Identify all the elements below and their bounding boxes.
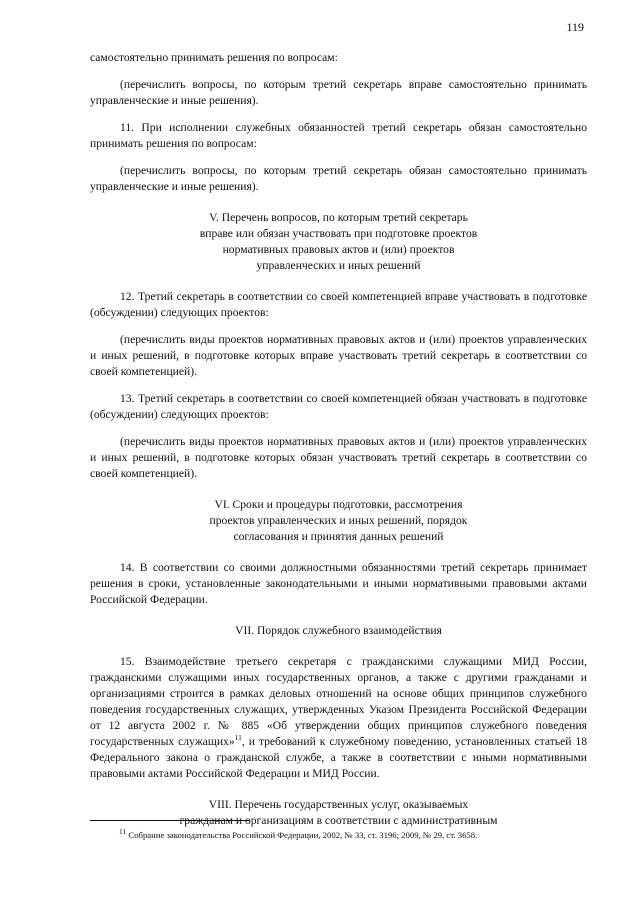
document-body	[90, 50, 587, 844]
paragraph-15-text-continued: , и требований к служебному поведению, установленных статьей 18 Федерального закона о гражданской службе, а также в соответствии с иными нормативными правовыми актами Российской Федерации и МИД России.	[90, 735, 587, 780]
paragraph-placeholder: (перечислить виды проектов нормативных правовых актов и (или) проектов управленческих и иных решений, в подготовке которых вправе участвовать третий секретарь в соответствии со своей компетенцией).	[90, 333, 587, 378]
heading-line: V. Перечень вопросов, по которым третий секретарь	[209, 211, 468, 224]
paragraph-placeholder: (перечислить вопросы, по которым третий секретарь вправе самостоятельно принимать управленческие и иные решения).	[90, 78, 587, 107]
paragraph-11: 11. При исполнении служебных обязанностей третий секретарь обязан самостоятельно принимать решения по вопросам:	[90, 121, 587, 150]
paragraph-15-text: 15. Взаимодействие третьего секретаря с гражданскими служащими МИД России, гражданскими служащими иных государственных органов, а также с другими гражданами и организациями строится в рамках деловых отношений на основе общих принципов служебного поведения государственных служащих, утвержденных Указом Президента Российской Федерации от 12 августа 2002 г. № 885 «Об утверждении общих принципов служебного поведения государственных служащих»	[90, 655, 587, 748]
paragraph-15	[90, 654, 587, 782]
section-heading-vii	[90, 623, 587, 639]
heading-line: VIII. Перечень государственных услуг, оказываемых	[208, 798, 469, 811]
footnote-divider	[90, 820, 250, 821]
heading-line: VI. Сроки и процедуры подготовки, рассмотрения	[214, 498, 463, 511]
section-heading-viii	[90, 797, 587, 829]
paragraph-continuation: самостоятельно принимать решения по вопросам:	[90, 51, 338, 64]
footnote-reference[interactable]: 11	[234, 733, 242, 743]
page-number: 119	[566, 20, 584, 34]
paragraph-13: 13. Третий секретарь в соответствии со своей компетенцией обязан участвовать в подготовке (обсуждении) следующих проектов:	[90, 392, 587, 421]
footnote-text: Собрание законодательства Российской Федерации, 2002, № 33, ст. 3196; 2009, № 29, ст. 3658.	[126, 830, 478, 840]
paragraph-14: 14. В соответствии со своими должностными обязанностями третий секретарь принимает решения в сроки, установленные законодательными и иными нормативными правовыми актами Российской Федерации.	[90, 561, 587, 606]
section-heading-vi	[90, 497, 587, 545]
paragraph-placeholder: (перечислить вопросы, по которым третий секретарь обязан самостоятельно принимать управленческие и иные решения).	[90, 164, 587, 193]
paragraph-placeholder: (перечислить виды проектов нормативных правовых актов и (или) проектов управленческих и иных решений, в подготовке которых обязан участвовать третий секретарь в соответствии со своей компетенцией).	[90, 435, 587, 480]
heading-line: гражданам и организациям в соответствии с административным	[179, 814, 498, 827]
heading-line: согласования и принятия данных решений	[233, 530, 444, 543]
heading-line: проектов управленческих и иных решений, порядок	[209, 514, 468, 527]
footnote-mark: 11	[119, 827, 127, 837]
heading-line: нормативных правовых актов и (или) проектов	[222, 243, 455, 256]
footnote	[119, 829, 589, 841]
paragraph-12: 12. Третий секретарь в соответствии со своей компетенцией вправе участвовать в подготовке (обсуждении) следующих проектов:	[90, 290, 587, 319]
heading-line: вправе или обязан участвовать при подготовке проектов	[199, 227, 478, 240]
heading-line: VII. Порядок служебного взаимодействия	[235, 624, 442, 637]
section-heading-v	[90, 210, 587, 274]
heading-line: управленческих и иных решений	[256, 259, 421, 272]
